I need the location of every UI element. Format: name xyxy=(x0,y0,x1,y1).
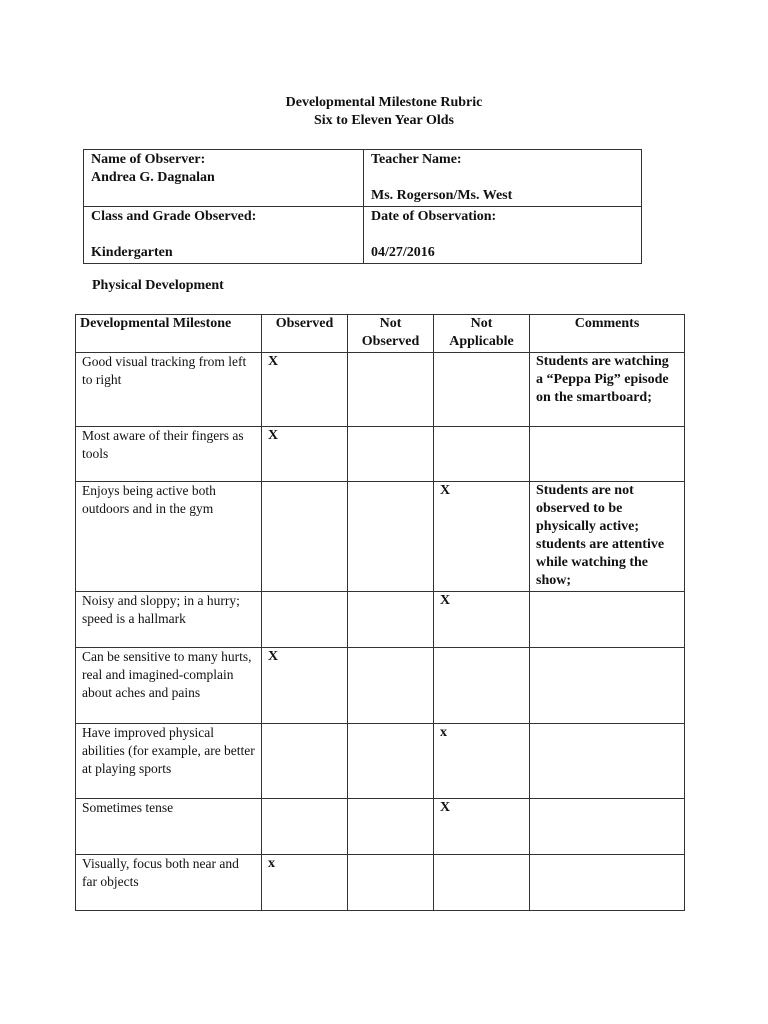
milestone-rubric-table xyxy=(75,314,685,911)
not-applicable-cell: X xyxy=(434,592,530,648)
section-heading: Physical Development xyxy=(92,278,224,293)
milestone-cell: Visually, focus both near and far objects xyxy=(76,855,262,911)
table-row xyxy=(76,724,685,799)
table-row xyxy=(76,482,685,592)
teacher-value: Ms. Rogerson/Ms. West xyxy=(371,188,513,203)
not-applicable-cell xyxy=(434,855,530,911)
observed-cell: X xyxy=(262,648,348,724)
not-applicable-cell xyxy=(434,648,530,724)
not-applicable-cell: x xyxy=(434,724,530,799)
document-title: Developmental Milestone Rubric xyxy=(285,95,483,110)
comments-cell: Students are not observed to be physically active; students are attentive while watching the show; xyxy=(530,482,685,592)
date-value: 04/27/2016 xyxy=(371,245,435,260)
observed-cell: X xyxy=(262,427,348,482)
comments-cell xyxy=(530,592,685,648)
not-observed-cell xyxy=(348,799,434,855)
date-label: Date of Observation: xyxy=(371,209,497,224)
not-applicable-cell xyxy=(434,427,530,482)
observed-cell xyxy=(262,799,348,855)
milestone-cell: Sometimes tense xyxy=(76,799,262,855)
not-observed-cell xyxy=(348,855,434,911)
milestone-cell: Good visual tracking from left to right xyxy=(76,353,262,427)
observer-label: Name of Observer: xyxy=(91,152,206,167)
document-subtitle: Six to Eleven Year Olds xyxy=(313,113,454,128)
comments-cell xyxy=(530,427,685,482)
observed-cell: x xyxy=(262,855,348,911)
observed-cell xyxy=(262,482,348,592)
observation-info-table xyxy=(83,149,642,264)
column-header-not-observed: Not Observed xyxy=(348,315,434,353)
table-row xyxy=(76,648,685,724)
comments-cell xyxy=(530,799,685,855)
column-header-observed: Observed xyxy=(262,315,348,353)
milestone-cell: Most aware of their fingers as tools xyxy=(76,427,262,482)
observed-cell: X xyxy=(262,353,348,427)
column-header-not-applicable: Not Applicable xyxy=(434,315,530,353)
table-row xyxy=(76,592,685,648)
table-row xyxy=(76,799,685,855)
milestone-cell: Enjoys being active both outdoors and in the gym xyxy=(76,482,262,592)
not-applicable-cell: X xyxy=(434,482,530,592)
observer-cell xyxy=(84,150,364,207)
observed-cell xyxy=(262,592,348,648)
not-observed-cell xyxy=(348,648,434,724)
milestone-cell: Can be sensitive to many hurts, real and imagined-complain about aches and pains xyxy=(76,648,262,724)
not-applicable-cell xyxy=(434,353,530,427)
milestone-cell: Noisy and sloppy; in a hurry; speed is a hallmark xyxy=(76,592,262,648)
not-observed-cell xyxy=(348,353,434,427)
comments-cell: Students are watching a “Peppa Pig” episode on the smartboard; xyxy=(530,353,685,427)
teacher-cell xyxy=(364,150,642,207)
comments-cell xyxy=(530,724,685,799)
table-row xyxy=(76,353,685,427)
observer-value: Andrea G. Dagnalan xyxy=(91,170,215,185)
class-value: Kindergarten xyxy=(91,245,173,260)
column-header-comments: Comments xyxy=(530,315,685,353)
not-applicable-cell: X xyxy=(434,799,530,855)
not-observed-cell xyxy=(348,482,434,592)
not-observed-cell xyxy=(348,592,434,648)
milestone-cell: Have improved physical abilities (for example, are better at playing sports xyxy=(76,724,262,799)
teacher-label: Teacher Name: xyxy=(371,152,462,167)
observed-cell xyxy=(262,724,348,799)
not-observed-cell xyxy=(348,427,434,482)
comments-cell xyxy=(530,648,685,724)
comments-cell xyxy=(530,855,685,911)
table-row xyxy=(76,855,685,911)
class-label: Class and Grade Observed: xyxy=(91,209,257,224)
table-row xyxy=(76,427,685,482)
class-cell xyxy=(84,207,364,264)
column-header-milestone: Developmental Milestone xyxy=(76,315,262,353)
date-cell xyxy=(364,207,642,264)
not-observed-cell xyxy=(348,724,434,799)
